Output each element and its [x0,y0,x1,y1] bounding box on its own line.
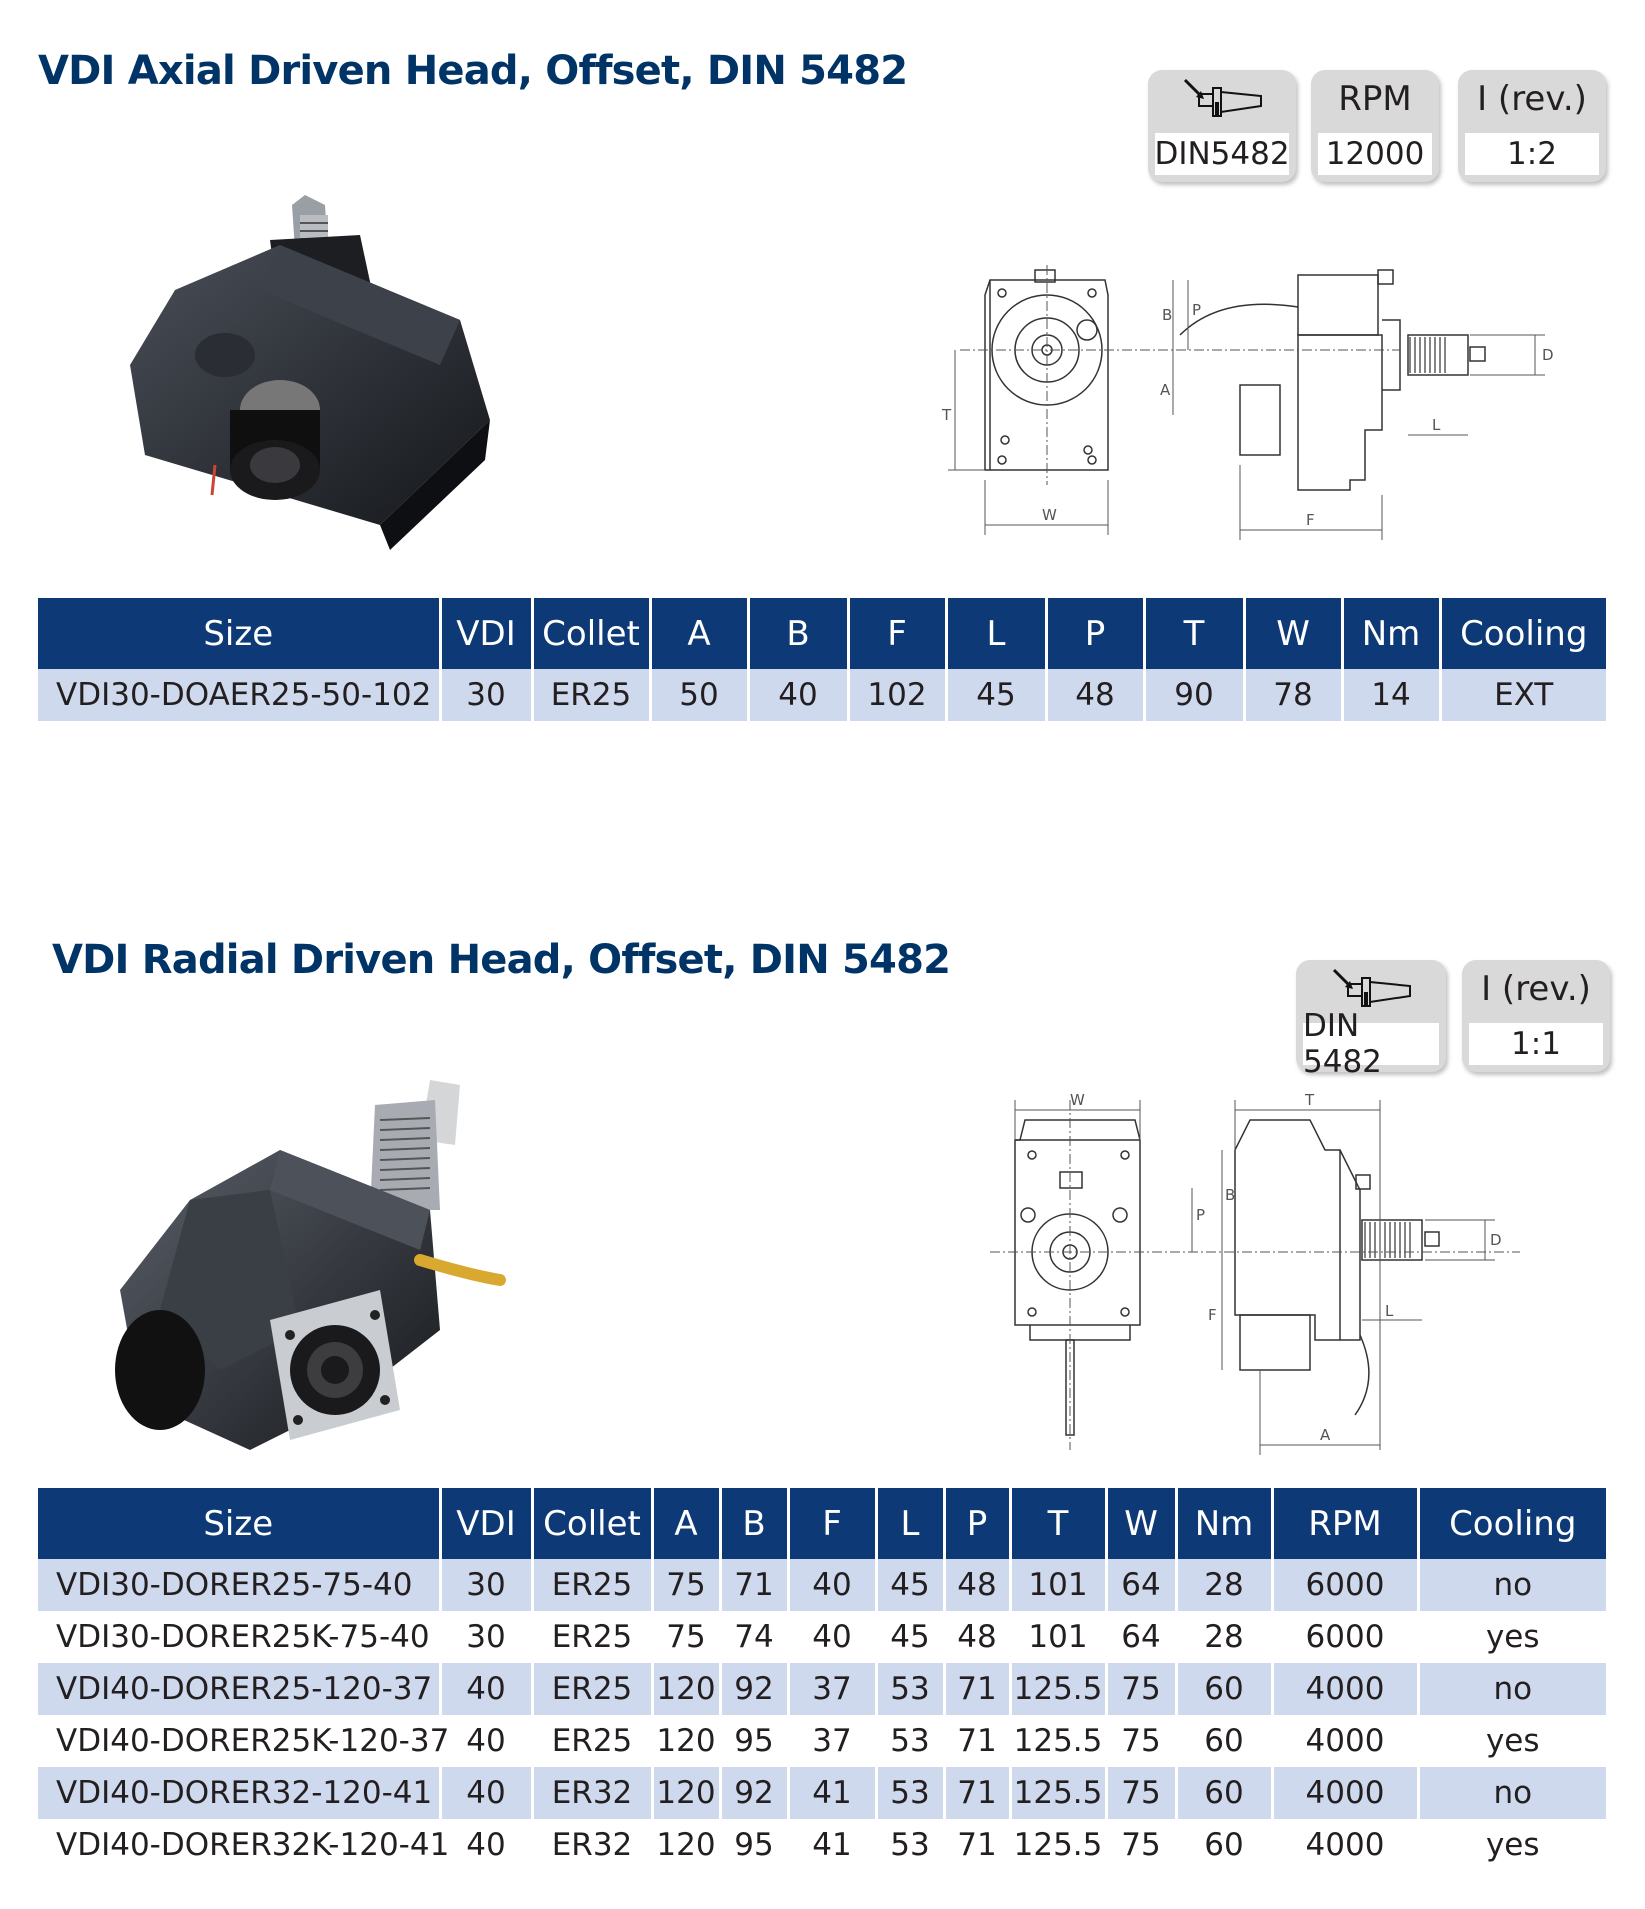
table-cell: 48 [944,1559,1010,1611]
table-cell: 40 [788,1611,876,1663]
drawing1-label-b: B [1162,306,1173,324]
table-cell: 75 [1106,1715,1176,1767]
table2-header: B [720,1488,788,1559]
spec-ratio-header: I (rev.) [1477,79,1587,119]
drawing1-label-w: W [1042,506,1057,524]
spindle-icon [1148,70,1296,128]
table-cell: 53 [876,1663,944,1715]
table-cell: 40 [440,1819,532,1871]
table-cell: 48 [944,1611,1010,1663]
spec-rpm-box [1311,70,1439,182]
drawing1-label-f: F [1306,511,1315,529]
table-cell: 120 [652,1819,720,1871]
drawing2-label-b: B [1225,1186,1236,1204]
table-cell: 75 [1106,1819,1176,1871]
drawing2-label-d: D [1490,1231,1502,1249]
table1-header: VDI [440,598,532,669]
table-row [38,1663,1606,1715]
table-cell: ER25 [532,1559,652,1611]
table1-header: F [848,598,946,669]
table1-header: T [1144,598,1244,669]
table-cell: 125.5 [1010,1767,1106,1819]
table-cell: 4000 [1272,1767,1418,1819]
drawing2-label-t: T [1305,1091,1315,1109]
table-cell: 125.5 [1010,1715,1106,1767]
table-cell: 30 [440,669,532,721]
table-cell: 37 [788,1663,876,1715]
table-cell: 95 [720,1715,788,1767]
table-cell: yes [1418,1819,1606,1871]
spec-connection-box [1148,70,1296,182]
table-cell: VDI30-DORER25K-75-40 [38,1611,440,1663]
table-cell: 53 [876,1715,944,1767]
table1-header: Size [38,598,440,669]
table-cell: ER25 [532,669,650,721]
table-cell: 71 [944,1767,1010,1819]
table1-header: A [650,598,748,669]
spec-ratio-header-2: I (rev.) [1481,969,1591,1009]
table-cell: ER25 [532,1663,652,1715]
drawing2-label-p: P [1196,1206,1206,1224]
table-cell: 71 [944,1819,1010,1871]
table-cell: 40 [440,1663,532,1715]
table-cell: 71 [720,1559,788,1611]
axial-head-table [38,598,1606,721]
table-cell: VDI40-DORER25K-120-37 [38,1715,440,1767]
table-row [38,1715,1606,1767]
drawing1-label-d: D [1542,346,1554,364]
radial-head-drawing [960,1080,1580,1470]
spec-ratio-box-2 [1462,960,1610,1072]
table-cell: 101 [1010,1559,1106,1611]
table-cell: 95 [720,1819,788,1871]
table2-header: F [788,1488,876,1559]
table1-header-row [38,598,1606,669]
table-cell: ER32 [532,1767,652,1819]
table-cell: 74 [720,1611,788,1663]
table-cell: 125.5 [1010,1819,1106,1871]
drawing2-label-a: A [1320,1426,1331,1444]
table-cell: 90 [1144,669,1244,721]
radial-head-table [38,1488,1606,1871]
table-cell: 30 [440,1611,532,1663]
spec-connection-value: DIN5482 [1155,133,1289,175]
table-cell: 45 [876,1559,944,1611]
table-cell: 53 [876,1819,944,1871]
table1-header: B [748,598,848,669]
table-cell: 40 [748,669,848,721]
spec-rpm-value: 12000 [1318,133,1432,175]
drawing2-label-l: L [1385,1302,1394,1320]
drawing2-label-w: W [1070,1091,1085,1109]
spec-connection-value-2: DIN 5482 [1303,1023,1439,1065]
table-cell: VDI40-DORER25-120-37 [38,1663,440,1715]
table-cell: 78 [1244,669,1342,721]
table-cell: 64 [1106,1611,1176,1663]
table-cell: 45 [876,1611,944,1663]
table-cell: VDI40-DORER32K-120-41 [38,1819,440,1871]
table-cell: 30 [440,1559,532,1611]
table-cell: 102 [848,669,946,721]
table2-header: Collet [532,1488,652,1559]
table2-header: Cooling [1418,1488,1606,1559]
drawing2-label-f: F [1208,1306,1217,1324]
table-cell: yes [1418,1611,1606,1663]
table-cell: 53 [876,1767,944,1819]
spec-connection-box-2 [1296,960,1446,1080]
table-cell: VDI40-DORER32-120-41 [38,1767,440,1819]
table-cell: 45 [946,669,1046,721]
table-cell: 71 [944,1715,1010,1767]
table-cell: 6000 [1272,1611,1418,1663]
table-row [38,1767,1606,1819]
table2-header: Nm [1176,1488,1272,1559]
table-cell: no [1418,1663,1606,1715]
table-row [38,1611,1606,1663]
drawing1-label-t: T [942,406,952,424]
table2-header: T [1010,1488,1106,1559]
table-cell: VDI30-DORER25-75-40 [38,1559,440,1611]
drawing1-label-p: P [1192,301,1202,319]
table1-header: P [1046,598,1144,669]
table2-header: VDI [440,1488,532,1559]
table-cell: 14 [1342,669,1440,721]
table-cell: 4000 [1272,1663,1418,1715]
drawing1-label-a: A [1160,381,1171,399]
table-cell: ER25 [532,1715,652,1767]
table-cell: 75 [652,1611,720,1663]
table-cell: 41 [788,1819,876,1871]
axial-head-drawing [930,255,1570,555]
table-cell: 4000 [1272,1715,1418,1767]
table-cell: 37 [788,1715,876,1767]
table-cell: 75 [1106,1663,1176,1715]
section1-title: VDI Axial Driven Head, Offset, DIN 5482 [38,48,908,94]
radial-head-photo [100,1070,520,1480]
table-cell: 92 [720,1767,788,1819]
table-cell: 101 [1010,1611,1106,1663]
table2-header: RPM [1272,1488,1418,1559]
table-cell: 75 [1106,1767,1176,1819]
table-cell: VDI30-DOAER25-50-102 [38,669,440,721]
table2-header: Size [38,1488,440,1559]
table-cell: 50 [650,669,748,721]
table2-header-row [38,1488,1606,1559]
spec-ratio-value-2: 1:1 [1469,1023,1603,1065]
table1-header: Nm [1342,598,1440,669]
table-cell: 60 [1176,1663,1272,1715]
spec-ratio-box [1458,70,1606,182]
table-cell: ER25 [532,1611,652,1663]
table-cell: 48 [1046,669,1144,721]
table-cell: 120 [652,1715,720,1767]
table-cell: 41 [788,1767,876,1819]
table-cell: 40 [440,1715,532,1767]
table-cell: ER32 [532,1819,652,1871]
table-cell: 64 [1106,1559,1176,1611]
drawing1-label-l: L [1432,416,1441,434]
table-cell: 28 [1176,1611,1272,1663]
spec-ratio-value: 1:2 [1465,133,1599,175]
table-row [38,669,1606,721]
table-cell: 40 [440,1767,532,1819]
table-cell: 75 [652,1559,720,1611]
table-cell: 92 [720,1663,788,1715]
table2-header: W [1106,1488,1176,1559]
spec-rpm-header: RPM [1338,79,1412,119]
table-cell: no [1418,1767,1606,1819]
axial-head-photo [130,195,520,575]
table-cell: 6000 [1272,1559,1418,1611]
table1-header: L [946,598,1046,669]
table-cell: 125.5 [1010,1663,1106,1715]
table-cell: 28 [1176,1559,1272,1611]
table2-header: P [944,1488,1010,1559]
table-row [38,1819,1606,1871]
table-cell: 120 [652,1767,720,1819]
table-cell: 4000 [1272,1819,1418,1871]
table-cell: EXT [1440,669,1606,721]
table-row [38,1559,1606,1611]
table-cell: 120 [652,1663,720,1715]
table1-header: Cooling [1440,598,1606,669]
section2-title: VDI Radial Driven Head, Offset, DIN 5482 [52,937,951,983]
table1-header: Collet [532,598,650,669]
table-cell: 40 [788,1559,876,1611]
table-cell: 71 [944,1663,1010,1715]
table-cell: 60 [1176,1819,1272,1871]
table-cell: no [1418,1559,1606,1611]
table2-header: A [652,1488,720,1559]
table2-header: L [876,1488,944,1559]
table-cell: 60 [1176,1715,1272,1767]
table-cell: yes [1418,1715,1606,1767]
table1-header: W [1244,598,1342,669]
table-cell: 60 [1176,1767,1272,1819]
